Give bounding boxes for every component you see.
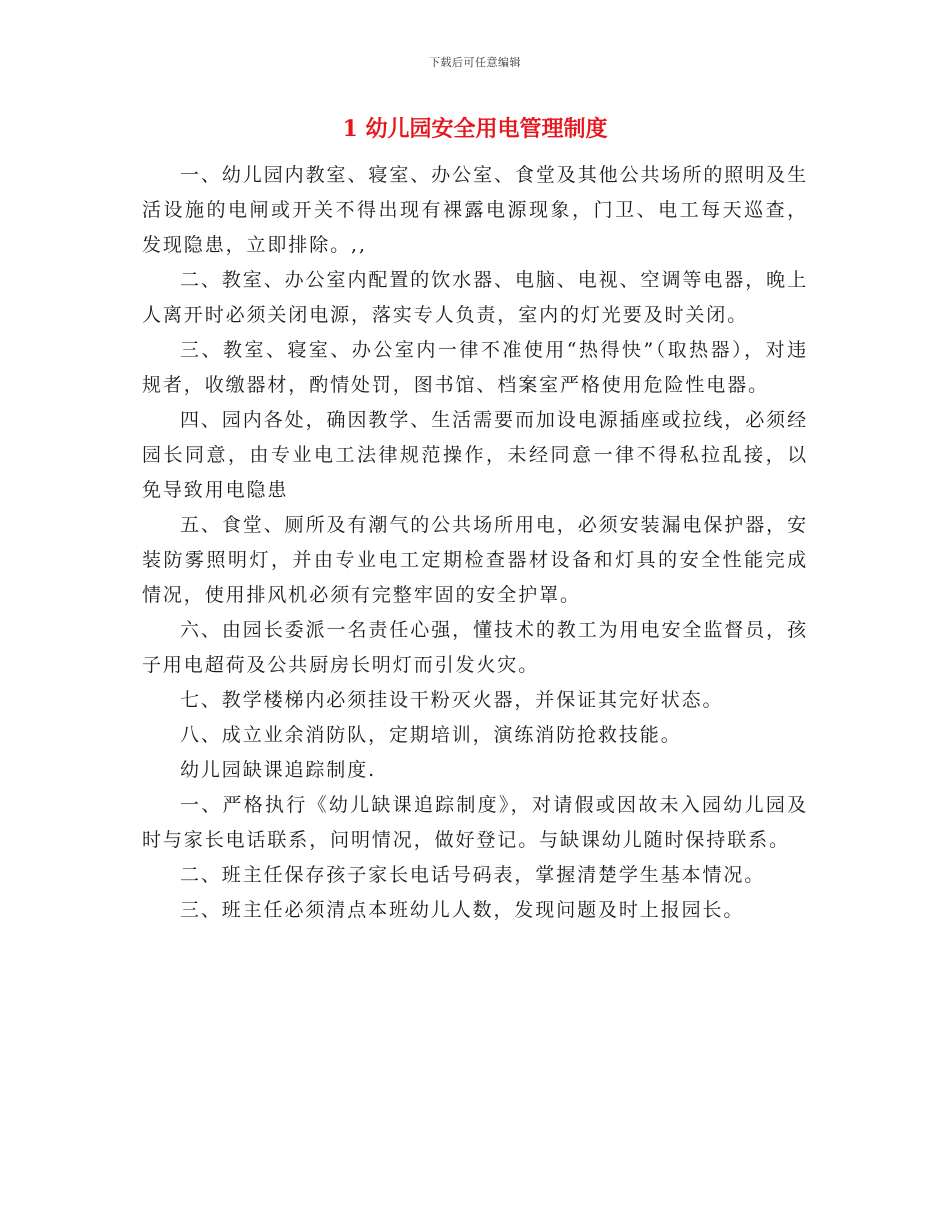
paragraph-rule-1: 一、幼儿园内教室、寝室、办公室、食堂及其他公共场所的照明及生活设施的电闸或开关不得出现有裸露电源现象，门卫、电工每天巡查，发现隐患，立即排除。,, bbox=[142, 164, 808, 256]
paragraph-rule-8: 八、成立业余消防队，定期培训，演练消防抢救技能。 bbox=[180, 724, 682, 746]
paragraph-rule-5: 五、食堂、厕所及有潮气的公共场所用电，必须安装漏电保护器，安装防雾照明灯，并由专业电工定期检查器材设备和灯具的安全性能完成情况，使用排风机必须有完整牢固的安全护罩。 bbox=[142, 514, 808, 606]
section-heading-absence-tracking: 幼儿园缺课追踪制度. bbox=[180, 759, 377, 781]
paragraph-absence-rule-3: 三、班主任必须清点本班幼儿人数，发现问题及时上报园长。 bbox=[180, 899, 745, 921]
page-header-note: 下载后可任意编辑 bbox=[429, 56, 521, 69]
paragraph-rule-3: 三、教室、寝室、办公室内一律不准使用“热得快”（取热器），对违规者，收缴器材，酌情处罚，图书馆、档案室严格使用危险性电器。 bbox=[142, 339, 808, 396]
paragraph-rule-2: 二、教室、办公室内配置的饮水器、电脑、电视、空调等电器，晚上人离开时必须关闭电源，落实专人负责，室内的灯光要及时关闭。 bbox=[142, 269, 808, 326]
paragraph-rule-6: 六、由园长委派一名责任心强，懂技术的教工为用电安全监督员，孩子用电超荷及公共厨房长明灯而引发火灾。 bbox=[142, 619, 808, 676]
paragraph-rule-4: 四、园内各处，确因教学、生活需要而加设电源插座或拉线，必须经园长同意，由专业电工法律规范操作，未经同意一律不得私拉乱接，以免导致用电隐患 bbox=[142, 409, 808, 501]
document-body bbox=[142, 158, 808, 928]
paragraph-rule-7: 七、教学楼梯内必须挂设干粉灭火器，并保证其完好状态。 bbox=[180, 689, 724, 711]
paragraph-absence-rule-1: 一、严格执行《幼儿缺课追踪制度》，对请假或因故未入园幼儿园及时与家长电话联系，问明情况，做好登记。与缺课幼儿随时保持联系。 bbox=[142, 794, 808, 851]
paragraph-absence-rule-2: 二、班主任保存孩子家长电话号码表，掌握清楚学生基本情况。 bbox=[180, 864, 766, 886]
document-title: 1 幼儿园安全用电管理制度 bbox=[342, 116, 608, 142]
